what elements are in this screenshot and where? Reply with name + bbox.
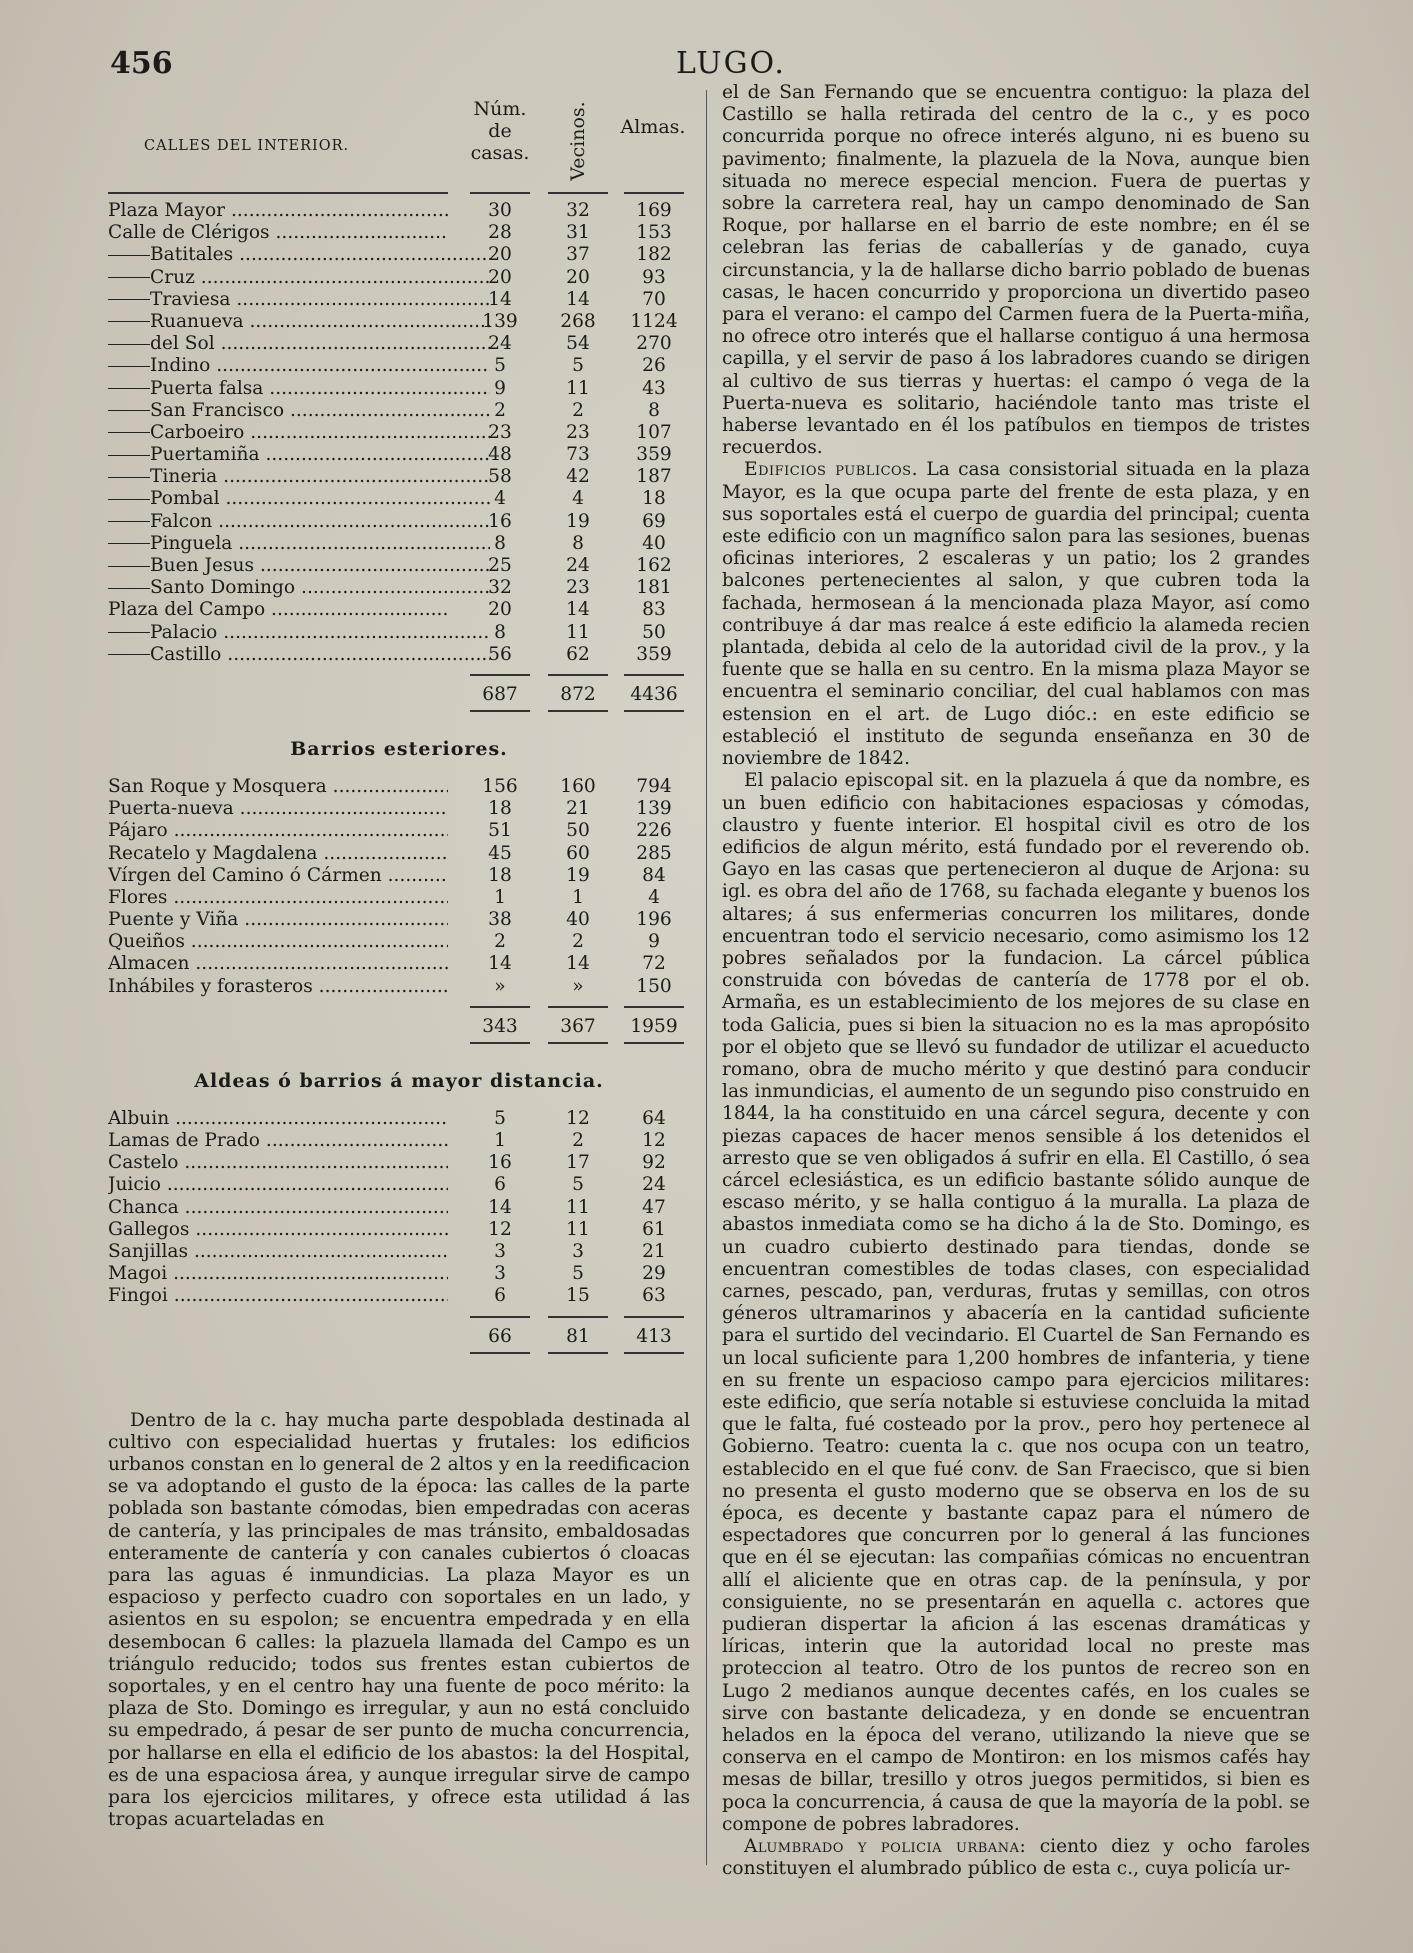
- barrios-total-casas: 343: [482, 1015, 518, 1037]
- table-row: [108, 533, 690, 555]
- cell-casas: 8: [494, 621, 506, 643]
- row-name: [108, 887, 448, 909]
- cell-almas: 21: [642, 1240, 666, 1262]
- cell-vecinos: 3: [572, 1240, 584, 1262]
- row-name-text: Santo Domingo: [150, 577, 296, 599]
- table-row: [108, 953, 690, 975]
- row-name-text: Inhábiles y forasteros: [108, 975, 313, 997]
- cell-almas: 63: [642, 1285, 666, 1307]
- page-header: [110, 46, 1333, 86]
- cell-vecinos: 11: [566, 377, 590, 399]
- row-name-text: Pájaro: [108, 820, 168, 842]
- barrios-totals: [108, 1014, 690, 1040]
- table-row: [108, 400, 690, 422]
- cell-casas: 20: [488, 244, 512, 266]
- row-name-text: Recatelo y Magdalena: [108, 842, 318, 864]
- cell-vecinos: 12: [566, 1107, 590, 1129]
- table-row: [108, 1152, 690, 1174]
- table-row: [108, 1219, 690, 1241]
- row-name-text: Puerta-nueva: [108, 798, 234, 820]
- cell-almas: 150: [636, 975, 672, 997]
- cell-almas: 93: [642, 266, 666, 288]
- cell-almas: 61: [642, 1218, 666, 1240]
- table-row: [108, 333, 690, 355]
- table-row: [108, 511, 690, 533]
- cell-vecinos: 5: [572, 1263, 584, 1285]
- table-row: [108, 444, 690, 466]
- row-name: [108, 1197, 448, 1219]
- cell-casas: 2: [494, 399, 506, 421]
- row-name-text: Flores: [108, 886, 168, 908]
- row-name: [108, 267, 490, 289]
- row-name: [108, 244, 490, 266]
- cell-almas: 47: [642, 1196, 666, 1218]
- table-row: [108, 200, 690, 222]
- row-name-text: Lamas de Prado: [108, 1130, 261, 1151]
- right-paragraph-4: [722, 1836, 1310, 1880]
- cell-vecinos: 24: [566, 555, 590, 576]
- table-row: [108, 289, 690, 311]
- cell-almas: 64: [642, 1107, 666, 1129]
- row-name-text: Traviesa: [150, 288, 231, 310]
- row-name-text: Castillo: [150, 643, 222, 665]
- aldeas-rules: [108, 1308, 690, 1324]
- row-name-text: Albuin: [108, 1107, 170, 1129]
- row-name-text: Ruanueva: [150, 310, 244, 332]
- barrios-total-vecinos: 367: [560, 1015, 596, 1037]
- cell-vecinos: 11: [566, 621, 590, 643]
- cell-vecinos: 20: [566, 266, 590, 288]
- cell-casas: 51: [488, 820, 512, 842]
- cell-almas: 18: [642, 488, 666, 510]
- table-row: [108, 1174, 690, 1196]
- table-row: [108, 1108, 690, 1130]
- table-row: [108, 887, 690, 909]
- row-name-text: Indino: [150, 355, 211, 377]
- cell-casas: 14: [488, 288, 512, 310]
- aldeas-rules-bottom: [108, 1350, 690, 1358]
- cell-almas: 92: [642, 1152, 666, 1174]
- cell-casas: 4: [494, 488, 506, 510]
- row-name: [108, 200, 448, 222]
- cell-casas: 58: [488, 466, 512, 488]
- total-almas: 4436: [630, 683, 678, 705]
- row-name: [108, 599, 448, 621]
- cell-vecinos: 14: [566, 288, 590, 310]
- cell-casas: 5: [494, 355, 506, 377]
- row-name: [108, 222, 448, 244]
- cell-vecinos: 19: [566, 510, 590, 532]
- row-name: [108, 511, 490, 533]
- row-name: [108, 931, 448, 953]
- cell-casas: 18: [488, 864, 512, 886]
- row-name: [108, 577, 490, 599]
- cell-casas: 14: [488, 953, 512, 975]
- row-name-text: Puente y Viña: [108, 909, 239, 931]
- row-name-text: Palacio: [150, 621, 218, 643]
- total-rules-bottom: [108, 708, 690, 716]
- row-name-text: del Sol: [150, 333, 215, 355]
- table-row: [108, 577, 690, 599]
- barrios-rules: [108, 998, 690, 1014]
- row-name-text: Buen Jesus: [150, 555, 255, 576]
- row-name-text: Queiños: [108, 931, 185, 953]
- row-name: [108, 843, 448, 865]
- row-name: [108, 1241, 448, 1263]
- cell-casas: 30: [488, 200, 512, 221]
- table-row: [108, 776, 690, 798]
- cell-almas: 187: [636, 466, 672, 488]
- table-row: [108, 422, 690, 444]
- table-row: [108, 311, 690, 333]
- col-label: CALLES DEL INTERIOR.: [144, 138, 350, 154]
- barrios-total-almas: 1959: [630, 1015, 678, 1037]
- aldeas-totals: [108, 1324, 690, 1350]
- cell-vecinos: 37: [566, 244, 590, 266]
- aldeas-table: [108, 1108, 690, 1308]
- row-name: [108, 865, 448, 887]
- row-name-text: Pombal: [150, 488, 220, 510]
- cell-almas: 794: [636, 775, 672, 797]
- cell-casas: 1: [494, 1130, 506, 1151]
- alumbrado-heading: Alumbrado y policia urbana:: [744, 1836, 1027, 1858]
- cell-vecinos: »: [572, 975, 584, 997]
- row-name-text: Carboeiro: [150, 421, 245, 443]
- row-name-text: Puerta falsa: [150, 377, 264, 399]
- row-name-text: Gallegos: [108, 1218, 190, 1240]
- right-paragraph-4-text: ciento diez y ocho faroles constituyen el alumbrado público de esta c., cuya policía ur-: [722, 1836, 1310, 1880]
- cell-vecinos: 4: [572, 488, 584, 510]
- row-name-text: Chanca: [108, 1196, 179, 1218]
- table-row: [108, 843, 690, 865]
- row-name: [108, 488, 490, 510]
- row-name-text: Pinguela: [150, 532, 233, 554]
- table-row: [108, 355, 690, 377]
- cell-casas: 6: [494, 1174, 506, 1196]
- cell-almas: 12: [642, 1130, 666, 1151]
- cell-vecinos: 54: [566, 333, 590, 355]
- table-row: [108, 1197, 690, 1219]
- cell-almas: 359: [636, 444, 672, 466]
- cell-almas: 43: [642, 377, 666, 399]
- row-name: [108, 378, 490, 400]
- table-row: [108, 976, 690, 998]
- table-row: [108, 931, 690, 953]
- right-paragraph-2-text: La casa consistorial situada en la plaza Mayor, es la que ocupa parte del frente de esta plaza, y en sus soportales está el cuerpo de guardia del principal; cuenta este edificio con un magnífico salon para las sesiones, buenas oficinas interiores, 2 escaleras y un patio; los 2 grandes balcones pertenecientes al salon, y que cubren toda la fachada, hermosean á la mencionada plaza Mayor, así como contribuye á dar mas realce á este edificio la alameda recien plantada, debida al celo de la autoridad civil de la prov., y la fuente que se halla en su centro. En la misma plaza Mayor se encuentra el seminario conciliar, del cual hablamos con mas estension en el art. de Lugo dióc.: en este edificio se estableció el instituto de segunda enseñanza en 30 de noviembre de 1842.: [722, 459, 1310, 770]
- cell-vecinos: 11: [566, 1218, 590, 1240]
- cell-casas: 16: [488, 1152, 512, 1174]
- cell-almas: 285: [636, 842, 672, 864]
- cell-casas: 1: [494, 886, 506, 908]
- cell-vecinos: 1: [572, 886, 584, 908]
- row-name: [108, 311, 490, 333]
- row-name-text: Plaza Mayor: [108, 200, 226, 221]
- row-name-text: Falcon: [150, 510, 213, 532]
- cell-vecinos: 2: [572, 931, 584, 953]
- row-name: [108, 533, 490, 555]
- row-name: [108, 820, 448, 842]
- cell-vecinos: 2: [572, 1130, 584, 1151]
- cell-casas: 12: [488, 1218, 512, 1240]
- row-name: [108, 422, 490, 444]
- cell-vecinos: 268: [560, 310, 596, 332]
- cell-almas: 40: [642, 532, 666, 554]
- cell-vecinos: 62: [566, 643, 590, 665]
- aldeas-title: Aldeas ó barrios á mayor distancia.: [194, 1069, 604, 1092]
- cell-almas: 4: [648, 886, 660, 908]
- cell-vecinos: 60: [566, 842, 590, 864]
- row-name: [108, 953, 448, 975]
- row-name-text: Magoi: [108, 1263, 168, 1285]
- row-name: [108, 333, 490, 355]
- cell-vecinos: 14: [566, 953, 590, 975]
- row-name-text: Cruz: [150, 266, 195, 288]
- aldeas-total-casas: 66: [488, 1325, 512, 1347]
- row-name-text: Vírgen del Camino ó Cármen: [108, 864, 382, 886]
- row-name: [108, 622, 490, 644]
- table-row: [108, 555, 690, 577]
- table-row: [108, 622, 690, 644]
- cell-casas: 23: [488, 421, 512, 443]
- cell-almas: 26: [642, 355, 666, 377]
- row-name-text: Tineria: [150, 466, 218, 488]
- total-rules: [108, 666, 690, 682]
- cell-almas: 181: [636, 577, 672, 599]
- col-vecinos-text: Vecinos.: [567, 101, 589, 181]
- cell-almas: 50: [642, 621, 666, 643]
- cell-vecinos: 11: [566, 1196, 590, 1218]
- cell-almas: 196: [636, 909, 672, 931]
- cell-casas: 20: [488, 599, 512, 621]
- cell-almas: 1124: [630, 310, 678, 332]
- cell-vecinos: 19: [566, 864, 590, 886]
- cell-almas: 169: [636, 200, 672, 221]
- barrios-rules-bottom: [108, 1040, 690, 1048]
- table-row: [108, 1130, 690, 1152]
- cell-almas: 270: [636, 333, 672, 355]
- barrios-title: Barrios esteriores.: [290, 737, 508, 760]
- row-name: [108, 798, 448, 820]
- left-body-text: [108, 1410, 690, 1832]
- cell-casas: 25: [488, 555, 512, 576]
- table-row: [108, 1263, 690, 1285]
- row-name: [108, 1285, 448, 1307]
- row-name-text: Calle de Clérigos: [108, 222, 270, 244]
- table-row: [108, 1285, 690, 1307]
- cell-casas: 32: [488, 577, 512, 599]
- cell-vecinos: 32: [566, 200, 590, 221]
- cell-vecinos: 50: [566, 820, 590, 842]
- cell-casas: 16: [488, 510, 512, 532]
- cell-almas: 153: [636, 222, 672, 244]
- cell-almas: 83: [642, 599, 666, 621]
- cell-almas: 9: [648, 931, 660, 953]
- left-column: [108, 88, 690, 1831]
- cell-vecinos: 17: [566, 1152, 590, 1174]
- total-casas: 687: [482, 683, 518, 705]
- row-name: [108, 976, 448, 998]
- cell-vecinos: 40: [566, 909, 590, 931]
- row-name: [108, 776, 448, 798]
- row-name-text: Almacen: [108, 953, 190, 975]
- row-name: [108, 1219, 448, 1241]
- total-vecinos: 872: [560, 683, 596, 705]
- cell-vecinos: 8: [572, 532, 584, 554]
- table-row: [108, 222, 690, 244]
- row-name-text: Plaza del Campo: [108, 599, 266, 621]
- interior-totals: [108, 682, 690, 708]
- right-paragraph-3: El palacio episcopal sit. en la plazuela á que da nombre, es un buen edificio con habitaciones espaciosas y cómodas, claustro y fuente interior. El hospital civil es otro de los edificios de algun mérito, está fundado por el reverendo ob. Gayo en las casas que pertenecieron al duque de Arjona: su igl. es obra del año de 1768, su fachada elegante y buenos los altares; á sus enfermerias concurren los militares, donde encuentran todo el servicio necesario, como asimismo los 12 pobres señalados por la fundacion. La cárcel pública construida con bóvedas de cantería de 1778 por el ob. Armaña, es un establecimiento de los mejores de su clase en toda Galicia, pues si bien la situacion no es la mas apropósito por el objeto que se llevó su fundador de utilizar el acueducto romano, obra de mucho mérito y que destinó para conducir las inmundicias, el aumento de un segundo piso construido en 1844, la ha constituido en una cárcel segura, decente y con piezas capaces de hacer menos sensible á los detenidos el arresto que se ven obligados á sufrir en ella. El Castillo, ó sea cárcel eclesiástica, es un edificio bastante sólido aunque de escaso mérito, y se halla contiguo á la muralla. La plaza de abastos inmediata como se ha dicho á la de Sto. Domingo, es un cuadro cubierto destinado para tiendas, donde se encuentran comestibles de todas clases, con especialidad carnes, pescado, pan, verduras, frutas y semillas, con otros géneros ultramarinos y abacería en la cantidad suficiente para el surtido del vecindario. El Cuartel de San Fernando es un local suficiente para 1,200 hombres de infanteria, y tiene en su frente un espacioso campo para ejercicios militares: este edificio, que sería notable si estuviese concluida la mitad que le falta, fué costeado por la prov., pero hoy pertenece al Gobierno. Teatro: cuenta la c. que nos ocupa con un teatro, establecido en el que fué conv. de San Fraecisco, que si bien no presenta el gusto moderno que se observa en los de su época, es decente y bastante capaz para el número de espectadores que concurren por lo general á las funciones que en él se ejecutan: las compañias cómicas no encuentran allí el aliciente que en otras cap. de la península, y por consiguiente, no se presentarán en aquella c. actores que pudieran dispertar la aficion á las escenas dramáticas y líricas, interin que la autoridad local no preste mas proteccion al teatro. Otro de los puntos de recreo son en Lugo 2 medianos aunque decentes cafés, en los cuales se sirve con bastante delicadeza, y en donde se encuentran helados en la época del verano, utilizando la nieve que se conserva en el campo de Montiron: en los mismos cafés hay mesas de billar, tresillo y otros juegos permitidos, si bien es poca la concurrencia, á causa de que la mayoría de la pobl. se compone de pobres labradores.: [722, 770, 1310, 1835]
- cell-almas: 8: [648, 399, 660, 421]
- cell-almas: 69: [642, 510, 666, 532]
- cell-casas: 28: [488, 222, 512, 244]
- row-name: [108, 1174, 448, 1196]
- row-name: [108, 1130, 448, 1152]
- cell-almas: 182: [636, 244, 672, 266]
- column-divider: [706, 90, 707, 1865]
- col-vecinos: [558, 94, 598, 186]
- page-number: 456: [110, 46, 173, 81]
- row-name-text: San Roque y Mosquera: [108, 775, 327, 797]
- cell-casas: 156: [482, 775, 518, 797]
- cell-vecinos: 14: [566, 599, 590, 621]
- cell-casas: 18: [488, 798, 512, 820]
- table-row: [108, 599, 690, 621]
- table-row: [108, 378, 690, 400]
- row-name: [108, 1263, 448, 1285]
- cell-casas: 56: [488, 643, 512, 665]
- cell-almas: 107: [636, 421, 672, 443]
- cell-vecinos: 5: [572, 1174, 584, 1196]
- row-name-text: Batitales: [150, 244, 234, 266]
- cell-casas: 3: [494, 1240, 506, 1262]
- cell-casas: 2: [494, 931, 506, 953]
- cell-almas: 84: [642, 864, 666, 886]
- cell-casas: 20: [488, 266, 512, 288]
- cell-casas: 38: [488, 909, 512, 931]
- cell-almas: 72: [642, 953, 666, 975]
- row-name-text: Sanjillas: [108, 1240, 189, 1262]
- cell-almas: 29: [642, 1263, 666, 1285]
- cell-casas: 45: [488, 842, 512, 864]
- cell-vecinos: 5: [572, 355, 584, 377]
- cell-vecinos: 23: [566, 577, 590, 599]
- aldeas-total-almas: 413: [636, 1325, 672, 1347]
- row-name-text: Puertamiña: [150, 444, 260, 466]
- row-name: [108, 355, 490, 377]
- cell-casas: 9: [494, 377, 506, 399]
- table-header: [108, 88, 690, 188]
- row-name: [108, 644, 490, 666]
- cell-casas: 14: [488, 1196, 512, 1218]
- row-name-text: San Francisco: [150, 399, 285, 421]
- row-name: [108, 1108, 448, 1130]
- col-casas: Núm. de casas.: [470, 98, 530, 164]
- right-column: [722, 82, 1310, 1880]
- cell-casas: 6: [494, 1285, 506, 1307]
- right-paragraph-2: [722, 459, 1310, 770]
- table-row: [108, 267, 690, 289]
- table-row: [108, 865, 690, 887]
- cell-vecinos: 21: [566, 798, 590, 820]
- cell-vecinos: 73: [566, 444, 590, 466]
- row-name: [108, 909, 448, 931]
- cell-casas: 5: [494, 1107, 506, 1129]
- row-name-text: Castelo: [108, 1152, 179, 1174]
- cell-casas: 24: [488, 333, 512, 355]
- row-name: [108, 444, 490, 466]
- cell-casas: 8: [494, 532, 506, 554]
- table-row: [108, 1241, 690, 1263]
- cell-vecinos: 15: [566, 1285, 590, 1307]
- edificios-heading: Edificios publicos.: [744, 459, 918, 481]
- cell-vecinos: 160: [560, 775, 596, 797]
- interior-table: [108, 200, 690, 666]
- table-row: [108, 244, 690, 266]
- cell-almas: 70: [642, 288, 666, 310]
- table-row: [108, 488, 690, 510]
- row-name: [108, 400, 490, 422]
- page-title: LUGO.: [676, 46, 786, 81]
- cell-vecinos: 42: [566, 466, 590, 488]
- table-row: [108, 644, 690, 666]
- table-row: [108, 798, 690, 820]
- col-almas: Almas.: [620, 116, 686, 138]
- table-row: [108, 466, 690, 488]
- cell-vecinos: 31: [566, 222, 590, 244]
- header-rules: [108, 188, 690, 200]
- cell-casas: 48: [488, 444, 512, 466]
- row-name: [108, 289, 490, 311]
- cell-almas: 162: [636, 555, 672, 576]
- cell-almas: 24: [642, 1174, 666, 1196]
- row-name: [108, 555, 490, 577]
- row-name: [108, 466, 490, 488]
- right-paragraph-1: el de San Fernando que se encuentra contiguo: la plaza del Castillo se halla retirada del centro de la c., y es poco concurrida porque no ofrece interés alguno, ni es bueno su pavimento; finalmente, la plazuela de la Nova, aunque bien situada no merece especial mencion. Fuera de puertas y sobre la carretera real, hay un campo denominado de San Roque, por hallarse en el barrio de este nombre; en él se celebran las ferias de caballerías y de ganado, cuya circunstancia, y la de hallarse dicho barrio poblado de buenas casas, le hacen concurrido y proporciona un divertido paseo para el verano: el campo del Carmen fuera de la Puerta-miña, no ofrece otro interés que el hallarse contiguo á una hermosa capilla, y el servir de paso á los labradores cuando se dirigen al cultivo de sus tierras y huertas: el campo ó vega de la Puerta-nueva es solitario, haciéndole tanto mas triste el haberse levantado en él los patíbulos en tiempos de tristes recuerdos.: [722, 82, 1310, 459]
- row-name: [108, 1152, 448, 1174]
- cell-casas: »: [494, 975, 506, 997]
- row-name-text: Fingoi: [108, 1285, 168, 1307]
- barrios-table: [108, 776, 690, 998]
- cell-almas: 226: [636, 820, 672, 842]
- cell-almas: 139: [636, 798, 672, 820]
- cell-casas: 3: [494, 1263, 506, 1285]
- cell-almas: 359: [636, 643, 672, 665]
- table-row: [108, 909, 690, 931]
- row-name-text: Juicio: [108, 1174, 161, 1196]
- left-paragraph: Dentro de la c. hay mucha parte despoblada destinada al cultivo con especialidad huertas y frutales: los edificios urbanos constan en lo general de 2 altos y en la reedificacion se va adoptando el gusto de la época: las calles de la parte poblada son bastante cómodas, bien empedradas con aceras de cantería, y las principales de mas tránsito, embaldosadas enteramente de cantería y con canales cubiertos ó cloacas para las aguas é inmundicias. La plaza Mayor es un espacioso y perfecto cuadro con soportales en un lado, y asientos en su espolon; se encuentra empedrada y en ella desembocan 6 calles: la plazuela llamada del Campo es un triángulo reducido; todos sus frentes estan cubiertos de soportales, y en el centro hay una fuente de poco mérito: la plaza de Sto. Domingo es irregular, y aun no está concluido su empedrado, á pesar de ser punto de mucha concurrencia, por hallarse en ella el edificio de los abastos: la del Hospital, es de una espaciosa área, y aunque irregular sirve de campo para los ejercicios militares, y ofrece esta utilidad á las tropas acuarteladas en: [108, 1409, 690, 1831]
- cell-casas: 139: [482, 310, 518, 332]
- aldeas-total-vecinos: 81: [566, 1325, 590, 1347]
- table-row: [108, 820, 690, 842]
- cell-vecinos: 2: [572, 399, 584, 421]
- cell-vecinos: 23: [566, 421, 590, 443]
